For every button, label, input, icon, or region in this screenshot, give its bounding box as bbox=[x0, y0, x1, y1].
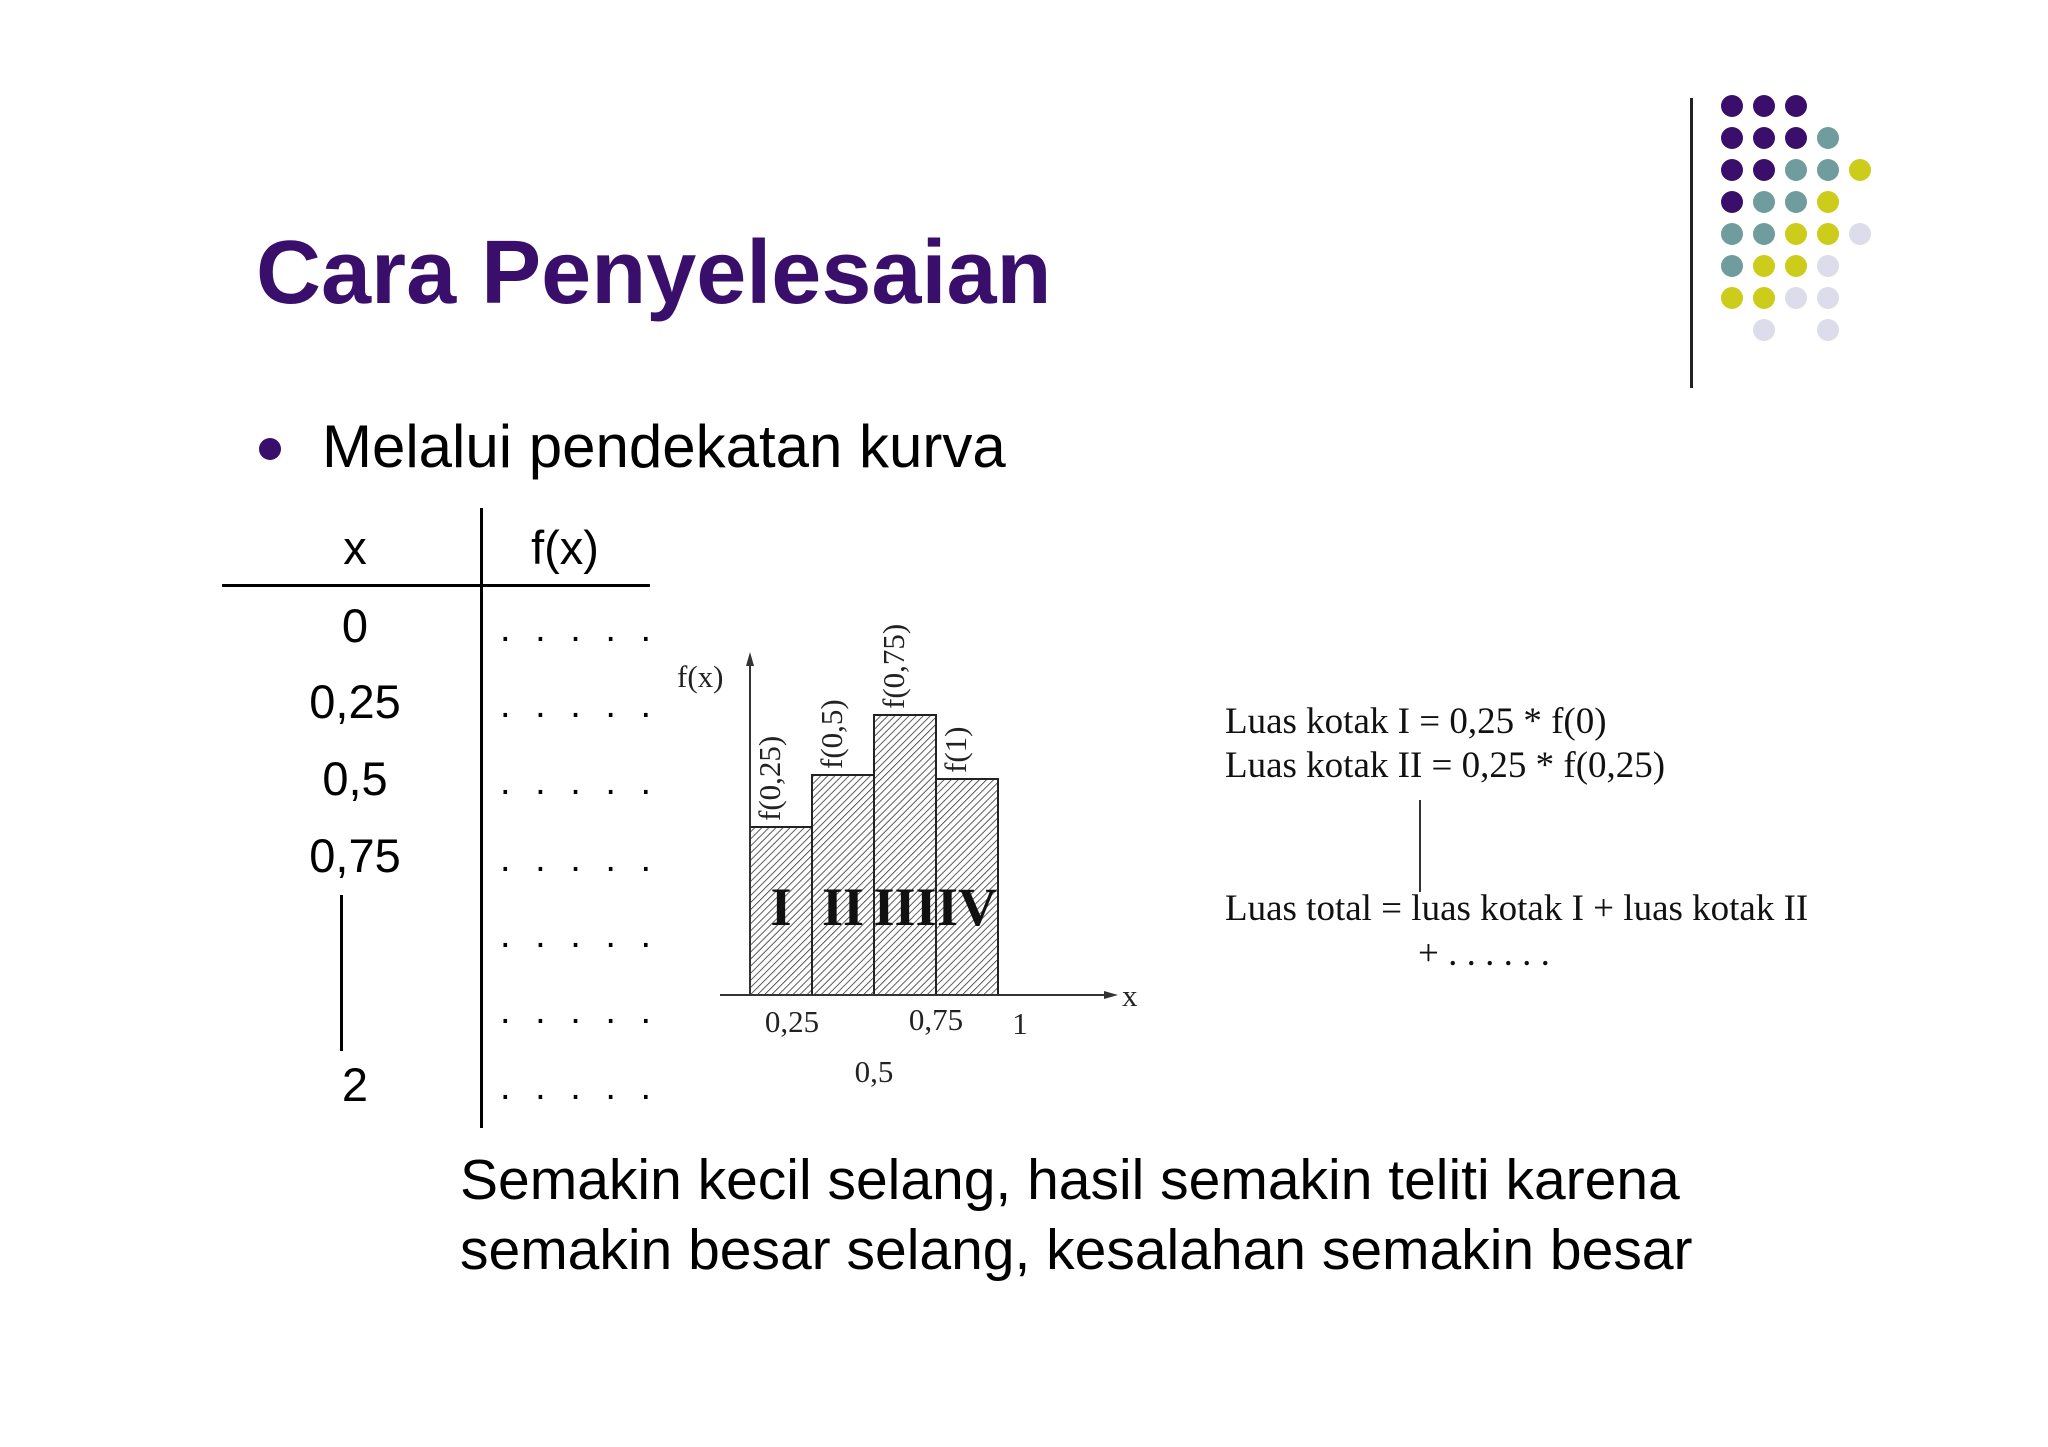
table-fx-cell: . . . . . bbox=[500, 1066, 659, 1108]
slide-title: Cara Penyelesaian bbox=[256, 223, 1052, 323]
table-column-line bbox=[480, 508, 483, 1128]
y-axis-arrow-icon bbox=[746, 652, 754, 666]
table-x-cell: 0 bbox=[341, 599, 369, 652]
dot-group bbox=[1721, 95, 1871, 341]
bar-roman-label: II bbox=[821, 877, 865, 937]
table-header-x: x bbox=[343, 521, 367, 574]
riemann-bar-chart bbox=[660, 540, 1180, 1100]
y-axis-label: f(x) bbox=[677, 659, 724, 694]
table-x-cell: 0,5 bbox=[322, 752, 388, 805]
formula-total-continuation: + . . . . . . bbox=[1418, 933, 1550, 974]
bullet-text: Melalui pendekatan kurva bbox=[322, 413, 1006, 480]
formula-line-2: Luas kotak II = 0,25 * f(0,25) bbox=[1225, 745, 1666, 786]
x-tick-label: 0,75 bbox=[908, 1002, 964, 1037]
conclusion-text bbox=[460, 1145, 1693, 1285]
formula-total: Luas total = luas kotak I + luas kotak II bbox=[1225, 888, 1809, 929]
bar-value-label: f(0,25) bbox=[752, 735, 787, 821]
table-x-cell: 2 bbox=[341, 1058, 369, 1111]
bar-roman-label: IV bbox=[936, 877, 998, 937]
bar-value-label: f(0,75) bbox=[876, 623, 911, 709]
table-fx-cell: . . . . . bbox=[500, 990, 659, 1032]
table-fx-cell: . . . . . bbox=[500, 608, 659, 650]
x-axis-label: x bbox=[1122, 978, 1138, 1013]
table-fx-cell: . . . . . bbox=[500, 838, 659, 880]
table-header-line bbox=[222, 584, 650, 587]
decorative-divider bbox=[1690, 98, 1693, 388]
table-header-fx: f(x) bbox=[531, 521, 599, 574]
table-continuation-line bbox=[340, 895, 343, 1051]
x-tick-label: 0,5 bbox=[854, 1054, 894, 1089]
chart-bar bbox=[874, 715, 936, 995]
table-x-cell: 0,75 bbox=[309, 829, 401, 882]
conclusion-line-1: Semakin kecil selang, hasil semakin teliti karena bbox=[460, 1148, 1680, 1212]
bar-value-label: f(1) bbox=[938, 726, 973, 773]
conclusion-line-2: semakin besar selang, kesalahan semakin besar bbox=[460, 1218, 1693, 1282]
table-fx-cell: . . . . . bbox=[500, 914, 659, 956]
bar-roman-label: I bbox=[770, 877, 792, 937]
x-axis-arrow-icon bbox=[1104, 991, 1118, 999]
x-tick-label: 0,25 bbox=[764, 1004, 820, 1039]
bar-roman-label: III bbox=[873, 877, 937, 937]
formula-continuation-line bbox=[1419, 800, 1421, 892]
table-x-cell: 0,25 bbox=[309, 675, 401, 728]
table-fx-cell: . . . . . bbox=[500, 761, 659, 803]
decorative-dot-grid bbox=[1720, 92, 1920, 352]
formula-line-1: Luas kotak I = 0,25 * f(0) bbox=[1225, 701, 1607, 742]
bar-value-label: f(0,5) bbox=[814, 699, 849, 769]
x-tick-label: 1 bbox=[1012, 1006, 1028, 1041]
bullet-icon bbox=[259, 438, 281, 460]
table-fx-cell: . . . . . bbox=[500, 684, 659, 726]
